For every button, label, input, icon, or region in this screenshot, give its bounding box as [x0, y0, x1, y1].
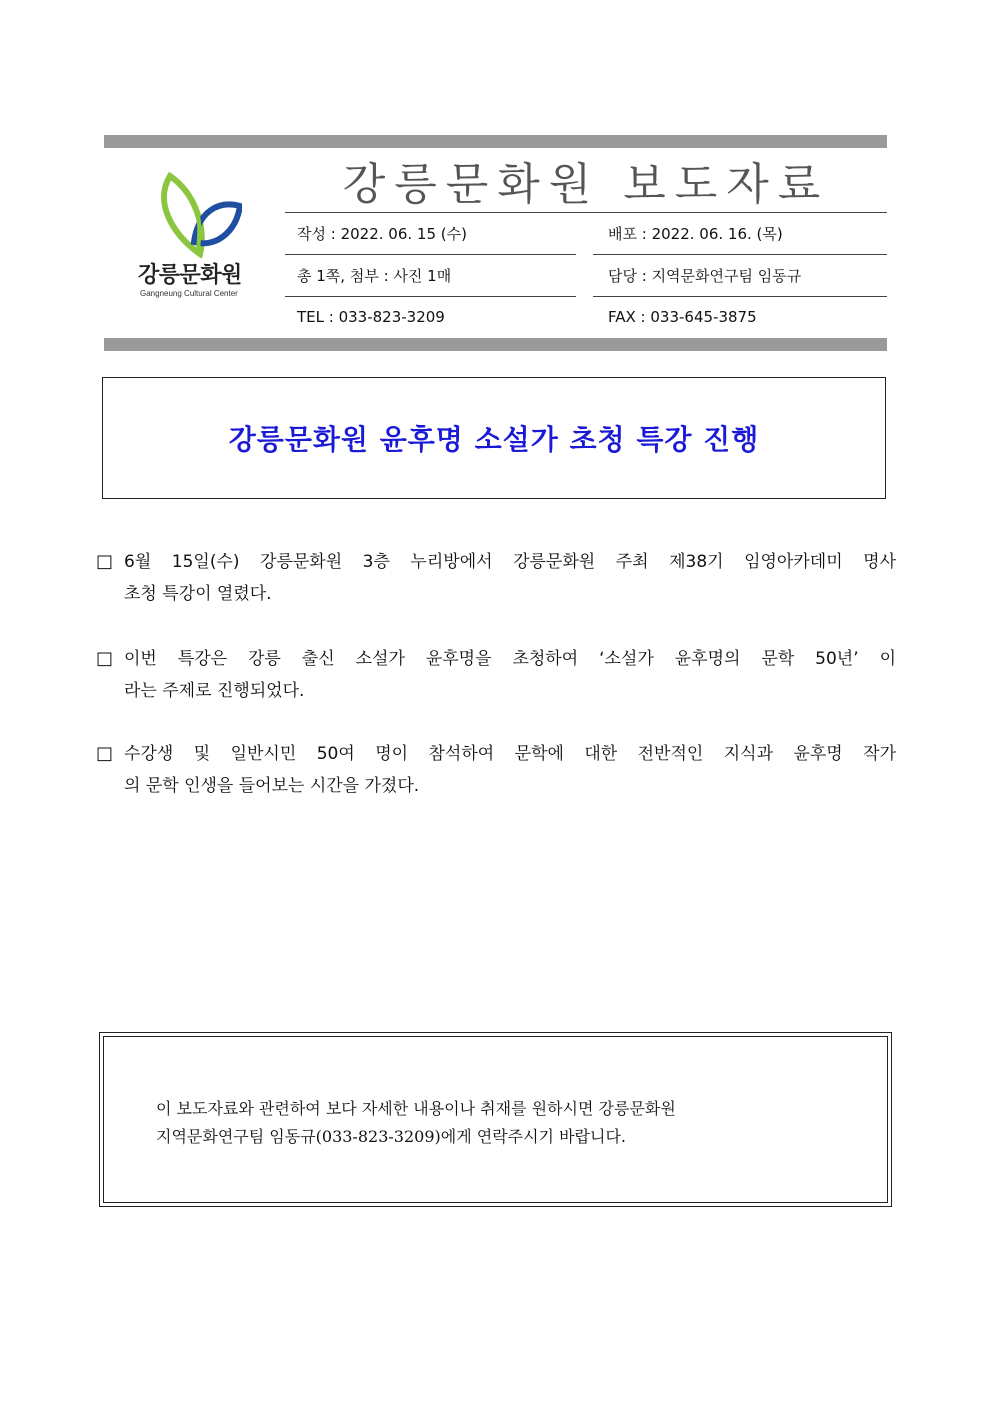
bullet-line: 6월 15일(수) 강릉문화원 3층 누리방에서 강릉문화원 주최 제38기 임영아카데미 명사 — [124, 552, 896, 572]
bullet-item — [96, 546, 896, 610]
header-bottom-band — [104, 338, 887, 351]
divider — [285, 296, 576, 297]
bullet-line: 초청 특강이 열렸다. — [124, 584, 272, 604]
checkbox-square-icon: □ — [96, 743, 114, 764]
bullet-line: 라는 주제로 진행되었다. — [124, 681, 305, 701]
divider — [593, 296, 887, 297]
bullet-item — [96, 738, 896, 802]
logo — [132, 172, 272, 307]
contact-text — [156, 1095, 676, 1151]
header-top-band — [104, 135, 887, 148]
checkbox-square-icon: □ — [96, 648, 114, 669]
checkbox-square-icon: □ — [96, 551, 114, 572]
contact-line: 이 보도자료와 관련하여 보다 자세한 내용이나 취재를 원하시면 강릉문화원 — [156, 1099, 676, 1118]
fax: FAX : 033-645-3875 — [608, 308, 757, 326]
divider — [285, 254, 576, 255]
headline: 강릉문화원 윤후명 소설가 초청 특강 진행 — [228, 423, 760, 456]
bullet-line: 의 문학 인생을 들어보는 시간을 가졌다. — [124, 776, 420, 796]
logo-subtitle: Gangneung Cultural Center — [140, 289, 238, 298]
bullet-item — [96, 643, 896, 707]
divider — [285, 212, 887, 213]
distribution-date: 배포 : 2022. 06. 16. (목) — [608, 225, 783, 243]
leaf-logo-icon — [160, 172, 242, 258]
divider — [593, 254, 887, 255]
logo-name: 강릉문화원 — [138, 263, 242, 288]
document-title: 강릉문화원 보도자료 — [342, 159, 830, 210]
bullet-line: 이번 특강은 강릉 출신 소설가 윤후명을 초청하여 ‘소설가 윤후명의 문학 50년’ 이 — [124, 649, 896, 669]
manager: 담당 : 지역문화연구팀 임동규 — [608, 267, 802, 285]
telephone: TEL : 033-823-3209 — [297, 308, 445, 326]
contact-box — [99, 1032, 892, 1207]
contact-line: 지역문화연구팀 임동규(033-823-3209)에게 연락주시기 바랍니다. — [156, 1127, 627, 1146]
written-date: 작성 : 2022. 06. 15 (수) — [297, 225, 467, 243]
bullet-line: 수강생 및 일반시민 50여 명이 참석하여 문학에 대한 전반적인 지식과 윤후명 작가 — [124, 744, 896, 764]
page-count: 총 1쪽, 첨부 : 사진 1매 — [297, 267, 452, 285]
headline-box — [102, 377, 886, 499]
